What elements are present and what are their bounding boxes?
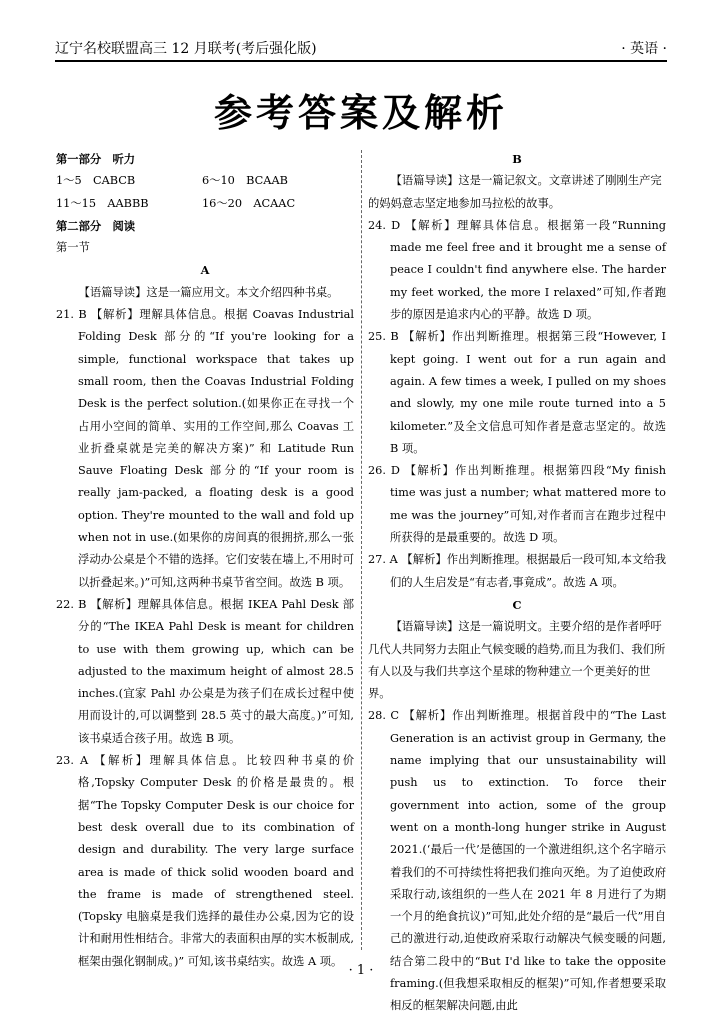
answer-cell: 6～10 BCAAB: [202, 174, 288, 188]
answer-25: 25. B 【解析】作出判断推理。根据第三段“However, I kept going. I went out for a run again and again. A few times a week, I pulled on my shoes and slowly, my one mile route turned into a 5 kilometer.”及全文信息可知作者是意志坚定的。故选 B 项。: [368, 330, 666, 455]
passage-b-label: B: [512, 152, 522, 166]
answer-22: 22. B 【解析】理解具体信息。根据 IKEA Pahl Desk 部分的“The IKEA Pahl Desk is meant for children to use with them growing up, which can be adjusted to the maximum height of almost 28.5 inches.(宜家 Pahl 办公桌是为孩子们在成长过程中使用而设计的,可以调整到 28.5 英寸的最大高度。)”可知,该书桌适合孩子用。故选 B 项。: [56, 597, 354, 745]
answer-26: 26. D 【解析】作出判断推理。根据第四段“My finish time was just a number; what mattered more to me was the journey”可知,对作者而言在跑步过程中所获得的是最重要的。故选 D 项。: [368, 464, 666, 545]
page-number: · 1 ·: [348, 963, 374, 978]
right-column: [368, 148, 666, 1018]
answer-24: 24. D 【解析】理解具体信息。根据第一段“Running made me feel free and it brought me a sense of peace I couldn't find anywhere else. The harder my feet worked, the more I relaxed”可知,作者跑步的原因是追求内心的平静。故选 D 项。: [368, 218, 666, 322]
part2-heading: 第二部分 阅读: [56, 218, 136, 233]
answer-21: 21. B 【解析】理解具体信息。根据 Coavas Industrial Folding Desk 部分的“If you're looking for a simple, functional workspace that takes up small room, then the Coavas Industrial Folding Desk is the perfect solution.(如果你正在寻找一个占用小空间的简单、实用的工作空间,那么 Coavas 工业折叠桌就是完美的解决方案)” 和 Latitude Run Sauve Floating Desk 部分的“If your room is really jam-packed, a floating desk is a good option. They're mounted to the wall and fold up when not in use.(如果你的房间真的很拥挤,那么一张浮动办公桌是个不错的选择。它们安装在墙上,不用时可以折叠起来。)”可知,这两种书桌节省空间。故选 B 项。: [56, 308, 354, 589]
answer-cell: 11～15 AABBB: [56, 196, 149, 210]
column-divider: [361, 150, 362, 950]
answer-cell: 16～20 ACAAC: [202, 196, 296, 210]
page-title: 参考答案及解析: [213, 91, 508, 135]
answer-23: 23. A 【解析】理解具体信息。比较四种书桌的价格,Topsky Computer Desk 的价格是最贵的。根据“The Topsky Computer Desk is our choice for best desk overall due to its combination of design and durability. The very large surface area is made of thick solid wooden board and the frame is made of strengthened steel.(Topsky 电脑桌是我们选择的最佳办公桌,因为它的设计和耐用性相结合。非常大的表面积由厚的实木板制成,框架由强化钢制成。)” 可知,该书桌结实。故选 A 项。: [56, 754, 354, 968]
passage-a-guide: 【语篇导读】这是一篇应用文。本文介绍四种书桌。: [78, 285, 339, 299]
left-column: [56, 148, 354, 973]
passage-b-guide: 【语篇导读】这是一篇记叙文。文章讲述了刚刚生产完的妈妈意志坚定地参加马拉松的故事。: [368, 174, 662, 210]
section-heading: 第一节: [56, 241, 90, 255]
answer-27: 27. A 【解析】作出判断推理。根据最后一段可知,本文给我们的人生启发是“有志者,事竟成”。故选 A 项。: [368, 553, 666, 589]
answer-cell: 1～5 CABCB: [56, 174, 136, 188]
passage-c-label: C: [512, 597, 522, 612]
page-header: [55, 36, 667, 62]
passage-a-label: A: [200, 263, 210, 278]
answer-row: [56, 193, 354, 215]
answer-row: [56, 170, 354, 192]
header-exam-title: 辽宁名校联盟高三 12 月联考(考后强化版): [55, 41, 317, 57]
header-subject: · 英语 ·: [621, 41, 667, 57]
passage-c-guide: 【语篇导读】这是一篇说明文。主要介绍的是作者呼吁几代人共同努力去阻止气候变暖的趋势,而且为我们、我们所有人以及与我们共享这个星球的物种建立一个更美好的世界。: [368, 620, 666, 701]
answer-28: 28. C 【解析】作出判断推理。根据首段中的“The Last Generation is an activist group in Germany, the name implying that our unsustainability will push us to extinction. To force their government into action, some of the group went on a month-long hunger strike in August 2021.(‘最后一代’是德国的一个激进组织,这个名字暗示着我们的不可持续性将把我们推向灭绝。为了迫使政府采取行动,该组织的一些人在 2021 年 8 月进行了为期一个月的绝食抗议)”可知,此处介绍的是“最后一代”用自己的激进行动,迫使政府采取行动解决气候变暖的问题,结合第二段中的“But I'd like to take the opposite framing.(但我想采取相反的框架)”可知,作者想要采取相反的框架解决问题,由此: [368, 709, 666, 1013]
part1-heading: 第一部分 听力: [56, 152, 136, 166]
